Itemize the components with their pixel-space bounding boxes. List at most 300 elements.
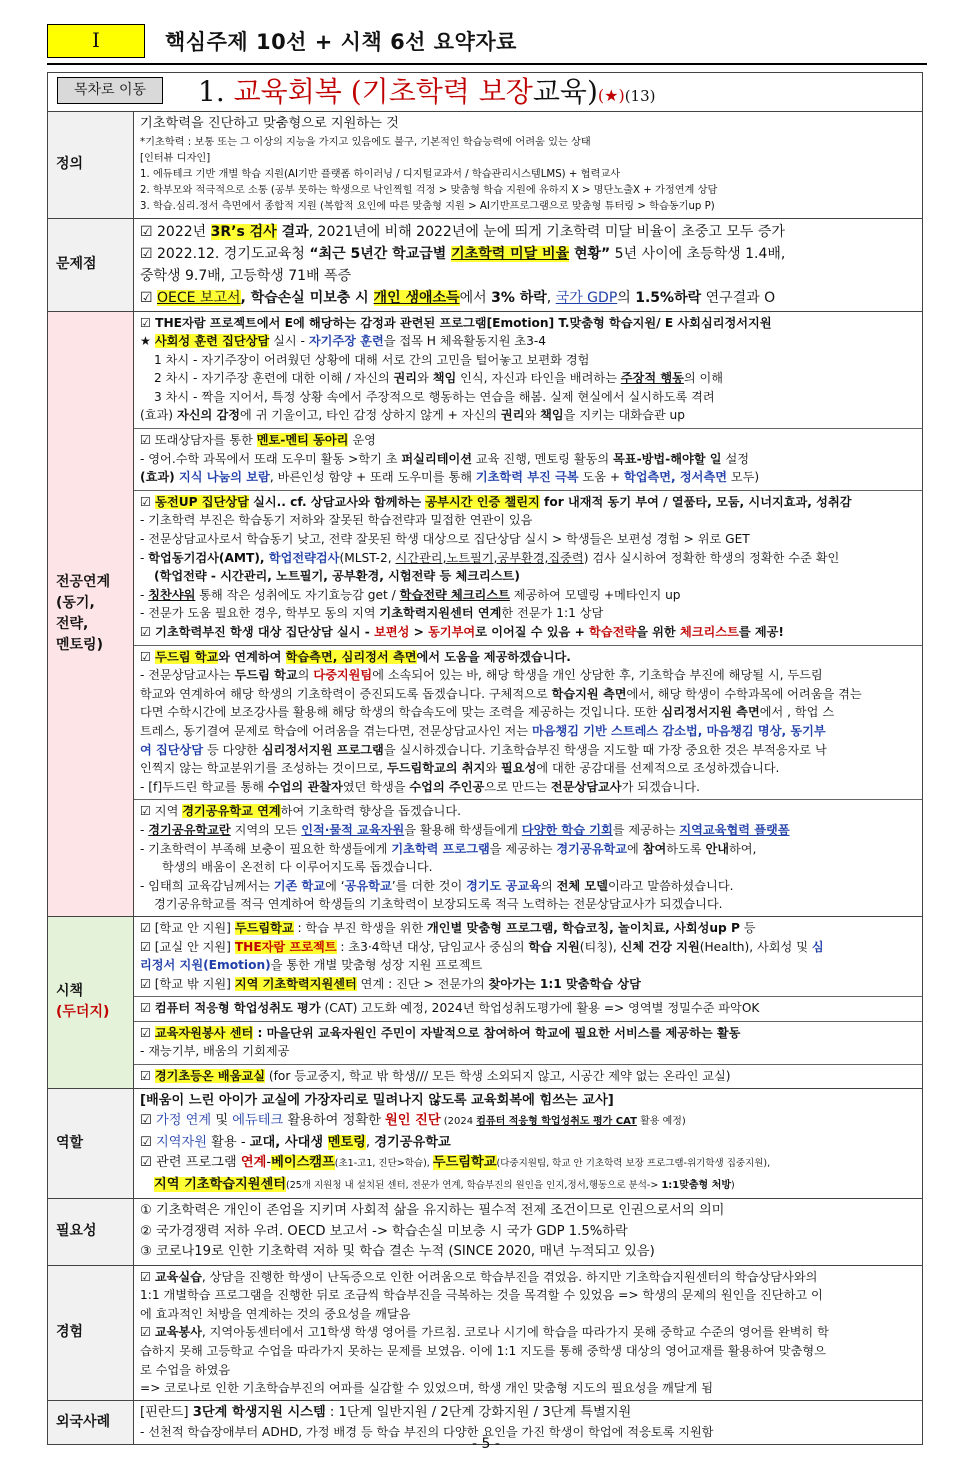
text-run: 다중지원팀 [313, 668, 373, 683]
text-run: 동기부여 [428, 625, 476, 640]
text-run: 설정 [721, 451, 749, 466]
text-run: 기초학력 부진 극복 [475, 470, 579, 485]
text-run: 을 지키는 대화습관 up [563, 408, 685, 423]
linkage-line [140, 623, 917, 642]
text-run: ) 검사 실시하여 정확한 학생의 정확한 수준 확인 [583, 550, 840, 565]
text-run: 수업의 주인공 [409, 779, 485, 794]
foreign-line: - 선천적 학습장애부터 ADHD, 가정 배경 등 학습 부진의 다양한 요인을 가진 학생이 학업에 적응토록 지원함 [140, 1425, 714, 1440]
experience-line [140, 1323, 917, 1342]
label-text: 시책 [56, 983, 84, 1000]
role-line [140, 1111, 917, 1133]
block-divider [134, 428, 922, 429]
text-run: 경기도 공교육 [466, 878, 541, 893]
definition-line: [인터뷰 디자인] [140, 152, 211, 164]
label-necessity: 필요성 [48, 1199, 134, 1266]
text-run: 가정 연계 [156, 1113, 212, 1129]
linkage-line [140, 468, 917, 487]
text-run: 리정서 지원(Emotion) [140, 958, 271, 973]
text-run: 공부시간 인증 챌린지 [425, 494, 540, 509]
text-run: 의 [297, 668, 314, 683]
section-title-highlight: 교육회복 (기초학력 보장 [233, 75, 533, 108]
text-run: 기초학력지원센터 연계 [379, 606, 502, 621]
text-run: 심리정서지원 측면 [661, 705, 760, 720]
text-run: ☑ [140, 494, 156, 509]
text-run: (다중지원팀, 학교 안 기초학력 보장 프로그램-위기학생 집중지원), [496, 1158, 771, 1170]
text-run: 학습 지원 [528, 939, 580, 954]
role-line [140, 1133, 917, 1154]
text-run: ☑ [140, 1134, 157, 1150]
text-run: 학교와 연계하여 해당 학생의 기초학력이 증진되도록 돕겠습니다. 구체적으로 [140, 686, 552, 701]
text-run: 심 [811, 939, 824, 954]
text-run: 학습전략 체크리스트 [399, 587, 510, 602]
text-run: 를 제공! [738, 625, 784, 640]
linkage-line: 경기공유학교를 적극 연계하여 학생들의 기초학력이 보장되도록 적극 노력하는 전문상담교사가 되겠습니다. [154, 897, 723, 912]
text-run: 권리 [393, 371, 418, 386]
text-run: 3단계 학생지원 시스템 [192, 1404, 326, 1420]
text-run: OECE 보고서 [157, 289, 241, 306]
linkage-content [134, 311, 923, 916]
text-run: 학업측면, 정서측면 [623, 470, 727, 485]
text-run: 하여, [729, 841, 757, 856]
text-run: 지역의 모든 [230, 822, 302, 837]
text-run: 마음챙김 기반 스트레스 감소법, 마음챙김 명상, 동기부 [531, 723, 826, 738]
problem-line [140, 287, 917, 309]
text-run: ☑ THE자람 프로젝트에서 E에 해당하는 감정과 관련된 프로그램[Emotion] T.맞춤형 학습지원/ E 사회심리정서지원 [140, 315, 772, 330]
linkage-line [140, 685, 917, 704]
text-run: 경기공유학교란 [148, 822, 231, 837]
text-run: - 전문상담교사는 [140, 668, 235, 683]
label-text: (두더지) [56, 1004, 110, 1021]
text-run: , 학습손실 미보충 시 [240, 289, 374, 306]
necessity-line: ③ 코로나19로 인한 기초학력 저하 및 학습 결손 누적 (SINCE 2020, 매년 누적되고 있음) [140, 1244, 655, 1260]
policy-line: - 재능기부, 배움의 기회제공 [140, 1044, 290, 1059]
label-text: 멘토링) [56, 636, 103, 653]
text-run: 베이스캠프 [271, 1155, 335, 1171]
text-run: 였던 학생을 [342, 779, 410, 794]
text-run: 하여 기초학력 향상을 돕겠습니다. [280, 804, 461, 819]
text-run: 학업동기검사(AMT), [148, 550, 269, 565]
text-run: 경기공유학교 [556, 841, 628, 856]
linkage-line [140, 703, 917, 722]
linkage-line [140, 877, 917, 896]
foreign-line [140, 1403, 917, 1424]
linkage-line [140, 778, 917, 797]
text-run: 연계 : 진단 > 전문가의 [356, 976, 489, 991]
linkage-line [140, 431, 917, 450]
block-divider [134, 490, 922, 491]
text-run: (효과) [140, 470, 179, 485]
experience-line: 1:1 개별학습 프로그램을 진행한 뒤로 조금씩 학습부진을 극복하는 것을 목격할 수 있었음 => 학생의 문제의 원인을 진단하고 이 [140, 1288, 823, 1303]
summary-table [47, 72, 923, 1445]
text-run: 사회성 훈련 집단상담 [154, 334, 270, 349]
text-run: , 2021년에 비해 2022년에 눈에 띄게 기초학력 미달 비율이 초중고 모두 증가 [308, 223, 785, 240]
section-title [198, 73, 656, 115]
label-definition: 정의 [48, 112, 134, 219]
definition-line: *기초학력 : 보통 또는 그 이상의 지능을 가지고 있음에도 불구, 기본적인 학습능력에 어려움 있는 상태 [140, 136, 591, 148]
text-run: 심리정서지원 프로그램 [261, 742, 384, 757]
text-run: 개인 생애소득 [373, 289, 460, 306]
text-run: ☑ [140, 1025, 155, 1040]
policy-line [140, 938, 917, 957]
text-run: (Health), 사회성 및 [699, 939, 812, 954]
text-run: : 1단계 일반지원 / 2단계 강화지원 / 3단계 특별지원 [325, 1404, 632, 1420]
definition-line: 기초학력을 진단하고 맞춤형으로 지원하는 것 [140, 116, 399, 131]
text-run: ☑ 2022년 [140, 223, 211, 240]
text-run: - 기초학력이 부족해 보충이 필요한 학생들에게 [140, 841, 392, 856]
linkage-line [140, 741, 917, 760]
text-run: 에서 [459, 289, 492, 306]
linkage-line [140, 450, 917, 469]
text-run: ☑ [학교 안 지원] [140, 920, 235, 935]
text-run: 칭찬샤워 [148, 587, 196, 602]
text-run: - [140, 822, 149, 837]
text-run: ☑ [140, 1269, 155, 1284]
linkage-line [140, 722, 917, 741]
text-run: 체크리스트 [679, 625, 739, 640]
star-mark: (★) [597, 86, 625, 105]
text-run: 와 [524, 408, 541, 423]
linkage-line [140, 648, 917, 667]
page-header [47, 22, 927, 64]
text-run: 컴퓨터 적응형 학업성취도 평가 CAT [476, 1116, 637, 1128]
text-run: 2 차시 - 자기주장 훈련에 대한 이해 / 자신의 [154, 371, 394, 386]
text-run: 모두) [727, 470, 760, 485]
text-run: 다면 수학시간에 보조강사를 활용해 해당 학생의 학습속도에 맞는 조력을 제공하는 것입니다. 또한 [140, 705, 662, 720]
text-run: 동전UP 집단상담 [155, 494, 249, 509]
text-run: 실시 - [269, 334, 309, 349]
text-run: 및 [211, 1113, 233, 1129]
text-run: ☑ 기초학력부진 학생 대상 집단상담 실시 - [140, 625, 375, 640]
text-run: 신체 건강 지원 [620, 939, 700, 954]
text-run: (MLST-2, [339, 550, 396, 565]
text-run: 두드림학교 [432, 1155, 497, 1171]
text-run: - [266, 1155, 272, 1171]
role-line: [배움이 느린 아이가 교실에 가장자리로 밀려나지 않도록 교육회복에 힘쓰는 교사] [140, 1092, 614, 1108]
role-content [134, 1088, 923, 1199]
text-run: 을 실시하겠습니다. 기초학습부진 학생을 지도할 때 가장 중요한 것은 부적응자로 낙 [383, 742, 827, 757]
policy-line [140, 1067, 917, 1086]
text-run: : 초3·4학년 대상, 담임교사 중심의 [336, 939, 529, 954]
block-divider [134, 645, 922, 646]
text-run: 운영 [348, 433, 376, 448]
text-run: 을 접목 H 체육활동지원 초3-4 [383, 334, 547, 349]
text-run: ☑ [140, 1325, 155, 1340]
text-run: 기초학력 프로그램 [391, 841, 490, 856]
chapter-number-box: I [47, 24, 145, 58]
policy-line [140, 956, 917, 975]
text-run: 결과 [276, 223, 309, 240]
text-run: 책임 [540, 408, 564, 423]
text-run: ★ [140, 334, 155, 349]
linkage-line: (학업전략 - 시간관리, 노트필기, 공부환경, 시험전략 등 체크리스트) [154, 569, 520, 584]
linkage-line [140, 821, 917, 840]
text-run: for 내재적 동기 부여 / 열품타, 모둠, 시너지효과, 성취감 [539, 494, 852, 509]
text-run: 목표-방법-해야할 일 [613, 451, 722, 466]
text-run: (효과) [140, 408, 177, 423]
text-run: 지역교육협력 플랫폼 [679, 822, 790, 837]
text-run: 지역자원 [156, 1134, 207, 1150]
linkage-line [140, 406, 917, 425]
label-text: 전공연계 [56, 573, 111, 590]
text-run: 참여 [642, 841, 667, 856]
section-title-tail: 교육) [532, 75, 598, 108]
text-run: 1.5%하락 [635, 289, 702, 306]
text-run: 안내 [705, 841, 729, 856]
text-run: 컴퓨터 적응형 학업성취도 평가 [154, 1001, 321, 1016]
text-run: 멘토링 [327, 1134, 366, 1150]
text-run: - [140, 587, 149, 602]
text-run: 주장적 행동 [620, 371, 684, 386]
text-run: 트레스, 동기결여 문제로 학습에 어려움을 겪는다면, 전문상담교사인 저는 [140, 723, 532, 738]
text-run: 등 [739, 920, 756, 935]
text-run: 에서 도움을 제공하겠습니다. [416, 649, 571, 664]
role-line [140, 1153, 917, 1175]
text-run: (초1-고1, 진단>학습), [334, 1158, 433, 1170]
page-number: - 5 - [472, 1436, 500, 1452]
label-foreign-case: 외국사례 [48, 1400, 134, 1444]
block-divider [134, 996, 922, 997]
text-run: (CAT) 고도화 예정, 2024년 학업성취도평가에 활용 => 영역별 정밀수준 파악OK [320, 1001, 760, 1016]
text-run: 국가 GDP [555, 289, 618, 306]
text-run: 교육실습 [154, 1269, 202, 1284]
text-run: 시간관리,노트필기,공부환경,집중력 [395, 550, 584, 565]
text-run: 활용하여 정확한 [283, 1113, 386, 1129]
text-run: 학습전략 [589, 625, 637, 640]
linkage-line [140, 840, 917, 859]
text-run: > [409, 625, 429, 640]
policy-line [140, 975, 917, 994]
text-run: 퍼실리테이션 [401, 451, 473, 466]
text-run: , 지역아동센터에서 고1학생 학생 영어를 가르침. 코로나 시기에 학습을 따라가지 못해 중학교 수준의 영어를 완벽히 학 [201, 1325, 829, 1340]
text-run: , [546, 289, 556, 306]
text-run: 자신의 감정 [176, 408, 241, 423]
text-run: 의 [541, 878, 557, 893]
text-run: ☑ 관련 프로그램 [140, 1155, 241, 1171]
text-run: 교육자원봉사 센터 [154, 1025, 254, 1040]
text-run: 경기초등온 배움교실 [154, 1069, 266, 1084]
text-run: 의 이해 [683, 371, 724, 386]
experience-content [134, 1265, 923, 1400]
text-run: 등 다양한 [203, 742, 262, 757]
text-run: 와 [485, 761, 502, 776]
text-run: 한 전문가 1:1 상담 [501, 606, 604, 621]
label-role: 역할 [48, 1088, 134, 1199]
necessity-content [134, 1199, 923, 1266]
text-run: 학습측면, 심리정서 측면 [285, 649, 417, 664]
text-run: 보편성 [374, 625, 410, 640]
text-run: 에듀테크 [232, 1113, 284, 1129]
linkage-line: - 기초학력 부진은 학습동기 저하와 잘못된 학습전략과 밀접한 연관이 있음 [140, 513, 533, 528]
text-run: 이라고 말씀하셨습니다. [608, 878, 734, 893]
section-title-row [48, 73, 923, 112]
label-text: 전략, [56, 615, 89, 632]
text-run: 에 귀 기울이고, 타인 감정 상하지 않게 + 자신의 [240, 408, 501, 423]
necessity-line: ② 국가경쟁력 저하 우려. OECD 보고서 -> 학습손실 미보충 시 국가 GDP 1.5%하락 [140, 1223, 628, 1239]
text-run: 경기공유학교 연계 [182, 804, 281, 819]
label-policy [48, 916, 134, 1088]
text-run: 에 소속되어 있는 바, 해당 학생을 개인 상담한 후, 기초학습 부진에 해당될 시, 두드림 [372, 668, 823, 683]
policy-line [140, 919, 917, 938]
definition-line: 3. 학습.심리.정서 측면에서 종합적 지원 (복합적 요인에 따른 맞춤형 지원 > AI기반프로그램으로 맞춤형 튜터링 > 학습동기up P) [140, 201, 715, 213]
text-run: 지식 나눔의 보람 [178, 470, 270, 485]
text-run: 3R’s 검사 [210, 223, 277, 240]
text-run: 두드림학교의 취지 [386, 761, 486, 776]
text-run: ☑ 지역 [140, 804, 183, 819]
text-run: 활용 - [206, 1134, 250, 1150]
text-run: ☑ [140, 649, 156, 664]
text-run: ☑ 또래상담자를 통한 [140, 433, 257, 448]
text-run: ☑ [교실 안 지원] [140, 939, 235, 954]
definition-content [134, 112, 923, 219]
label-linkage [48, 311, 134, 916]
text-run: 에서 , 학업 스 [759, 705, 835, 720]
text-run: 제공하여 모델링 +메타인지 up [509, 587, 681, 602]
block-divider [134, 1064, 922, 1065]
text-run: 와 연계하여 [218, 649, 286, 664]
text-run: 의 [617, 289, 636, 306]
text-run: 전체 모델 [556, 878, 608, 893]
necessity-line: ① 기초학력은 개인이 존엄을 지키며 사회적 삶을 유지하는 필수적 전제 조건이므로 인권으로서의 의미 [140, 1203, 725, 1219]
text-run: 기존 학교 [273, 878, 326, 893]
text-run: 하도록 [666, 841, 706, 856]
text-run: - [140, 550, 149, 565]
problem-line [140, 243, 917, 265]
linkage-line [140, 493, 917, 512]
text-run: 3% 하락 [491, 289, 547, 306]
linkage-line [140, 666, 917, 685]
text-run: 두드림 학교 [234, 668, 298, 683]
page-title: 핵심주제 10선 + 시책 6선 요약자료 [165, 30, 517, 54]
policy-content [134, 916, 923, 1088]
experience-line: 에 효과적인 처방을 연계하는 것의 중요성을 깨달음 [140, 1306, 411, 1321]
label-experience: 경험 [48, 1265, 134, 1400]
problem-line [140, 221, 917, 243]
text-run: 자기주장 훈련 [308, 334, 384, 349]
experience-line: 습하지 못해 고등학교 수업을 따라가지 못하는 문제를 보였음. 이에 1:1 지도를 통해 중학생 대상의 영어교재를 활용하여 맞춤형으 [140, 1344, 826, 1359]
text-run: 실시.. cf. 상담교사와 함께하는 [248, 494, 426, 509]
definition-line: 2. 학부모와 적극적으로 소통 (공부 못하는 학생으로 낙인찍힐 걱정 > 맞춤형 학습 지원에 유하지 X > 명단노출X + 가정연계 상담 [140, 185, 718, 197]
text-run: 을 위한 [636, 625, 680, 640]
text-run: 교대, 사대생 [249, 1134, 328, 1150]
text-run: 을 통한 개별 맞춤형 성장 지원 프로젝트 [270, 958, 483, 973]
text-run: : 마을단위 교육자원인 주민이 자발적으로 참여하여 학교에 필요한 서비스를 제공하는 활동 [253, 1025, 741, 1040]
text-run: 에 대한 공감대를 선제적으로 조성하겠습니다. [536, 761, 780, 776]
text-run: 에 ‘ [325, 878, 345, 893]
text-run: - 임태희 교육감님께서는 [140, 878, 274, 893]
text-run: 전문상담교사 [550, 779, 622, 794]
label-problem: 문제점 [48, 218, 134, 311]
text-run: - 전문가 도움 필요한 경우, 학부모 동의 지역 [140, 606, 380, 621]
text-run: 교육 진행, 멘토링 활동의 [472, 451, 614, 466]
linkage-line: 학생의 배움이 온전히 다 이루어지도록 돕겠습니다. [162, 860, 433, 875]
text-run: - 영어.수학 과목에서 또래 도우미 활동 >학기 초 [140, 451, 402, 466]
label-text: (동기, [56, 594, 95, 611]
text-run: : 학습 부진 학생을 위한 [293, 920, 427, 935]
text-run: 연구결과 O [701, 289, 776, 306]
text-run: 으로 만드는 [484, 779, 551, 794]
text-run: ☑ [학교 밖 지원] [140, 976, 235, 991]
text-run: ☑ [140, 1113, 157, 1129]
text-run: 을 제공하는 [489, 841, 557, 856]
text-run: , 상담을 진행한 학생이 난독증으로 인한 어려움으로 학습부진을 겪었음. 하지만 기초학습지원센터의 학습상담사와의 [201, 1269, 818, 1284]
text-run: 로 이어질 수 있음 + [475, 625, 590, 640]
text-run: (티칭), [579, 939, 621, 954]
text-run: 권리 [500, 408, 525, 423]
role-line [140, 1175, 917, 1197]
header-rule [47, 63, 927, 65]
text-run: 활용 예정) [636, 1116, 686, 1128]
text-run: 를 제공하는 [612, 822, 680, 837]
experience-line [140, 1268, 917, 1287]
linkage-line: 1 차시 - 자기주장이 어려웠던 상황에 대해 서로 간의 고민을 털어놓고 보편화 경험 [154, 352, 590, 367]
text-run: 여 집단상담 [140, 742, 204, 757]
linkage-line [140, 586, 917, 605]
text-run: 멘토-멘티 동아리 [256, 433, 349, 448]
text-run: 공유학교 [344, 878, 392, 893]
text-run: 책임 [432, 371, 457, 386]
text-run: (25개 지원청 내 설치된 센터, 전문가 연계, 학습부진의 원인을 인지,정서,행동으로 분석-> [285, 1179, 662, 1191]
text-run: (for 등교중지, 학교 밖 학생/// 모든 학생 소외되지 않고, 시공간 제약 없는 온라인 교실) [265, 1069, 731, 1084]
problem-content [134, 218, 923, 311]
text-run: 기초학력 미달 비율 [451, 245, 570, 262]
text-run: 에 [627, 841, 643, 856]
linkage-line [140, 549, 917, 568]
text-run: ☑ [140, 289, 158, 306]
linkage-line [140, 802, 917, 821]
text-run: 인식, 자신과 타인을 배려하는 [456, 371, 621, 386]
text-run: 개인별 맞춤형 프로그램, 학습코칭, 놀이치료, 사회성up P [427, 920, 740, 935]
text-run: 지역 기초학습지원센터 [154, 1176, 286, 1192]
text-run: 통해 작은 성취에도 자기효능감 get / [195, 587, 400, 602]
text-run: ) [731, 1179, 735, 1191]
question-count: (13) [624, 87, 656, 105]
linkage-line [140, 369, 917, 388]
toc-link-button[interactable]: 목차로 이동 [57, 77, 163, 104]
text-run: 인적·물적 교육자원 [301, 822, 405, 837]
text-run: 학업전략검사 [268, 550, 340, 565]
experience-line: => 코로나로 인한 기초학습부진의 여파를 실감할 수 있었으며, 학생 개인 맞춤형 지도의 필요성을 깨달게 됨 [140, 1381, 714, 1396]
text-run: 인찍지 않는 학교분위기를 조성하는 것이므로, [140, 761, 387, 776]
text-run: 경기공유학교 [374, 1134, 451, 1150]
policy-line [140, 999, 917, 1018]
text-run: THE자람 프로젝트 [234, 939, 337, 954]
text-run: 1:1맞춤형 처방 [661, 1179, 732, 1191]
text-run: 연계 [240, 1155, 267, 1171]
text-run: “최근 5년간 학교급별 [309, 245, 452, 262]
text-run: 현황” [569, 245, 611, 262]
text-run: 다양한 학습 기회 [521, 822, 613, 837]
experience-line: 로 수업을 하였음 [140, 1362, 231, 1377]
text-run: 5년 사이에 초등학생 1.4배, [610, 245, 786, 262]
text-run: 필요성 [501, 761, 537, 776]
linkage-line [140, 314, 917, 333]
text-run: 에서, 해당 학생이 수학과목에 어려움을 겪는 [626, 686, 862, 701]
definition-line: 1. 에듀테크 기반 개별 학습 지원(AI기반 플랫폼 하이러닝 / 디지털교과서 / 학습관리시스템LMS) + 협력교사 [140, 168, 621, 180]
text-run: 도움 + [578, 470, 624, 485]
linkage-line: - 전문상담교사로서 학습동기 낮고, 전략 잘못된 학생 대상으로 집단상담 실시 > 학생들은 보편성 경험 > 위로 GET [140, 532, 750, 547]
policy-line [140, 1024, 917, 1043]
linkage-line [140, 759, 917, 778]
text-run: , 바른인성 함양 + 또래 도우미를 통해 [269, 470, 476, 485]
text-run: ☑ [140, 1001, 155, 1016]
linkage-line: 3 차시 - 짝을 지어서, 특정 상황 속에서 주장적으로 행동하는 연습을 해봄. 실제 현실에서 실시하도록 격려 [154, 389, 715, 404]
text-run: 와 [417, 371, 433, 386]
linkage-line [140, 332, 917, 351]
text-run: 원인 진단 [385, 1113, 441, 1129]
block-divider [134, 1021, 922, 1022]
text-run: ☑ [140, 1069, 155, 1084]
text-run: 을 활용해 학생들에게 [404, 822, 522, 837]
